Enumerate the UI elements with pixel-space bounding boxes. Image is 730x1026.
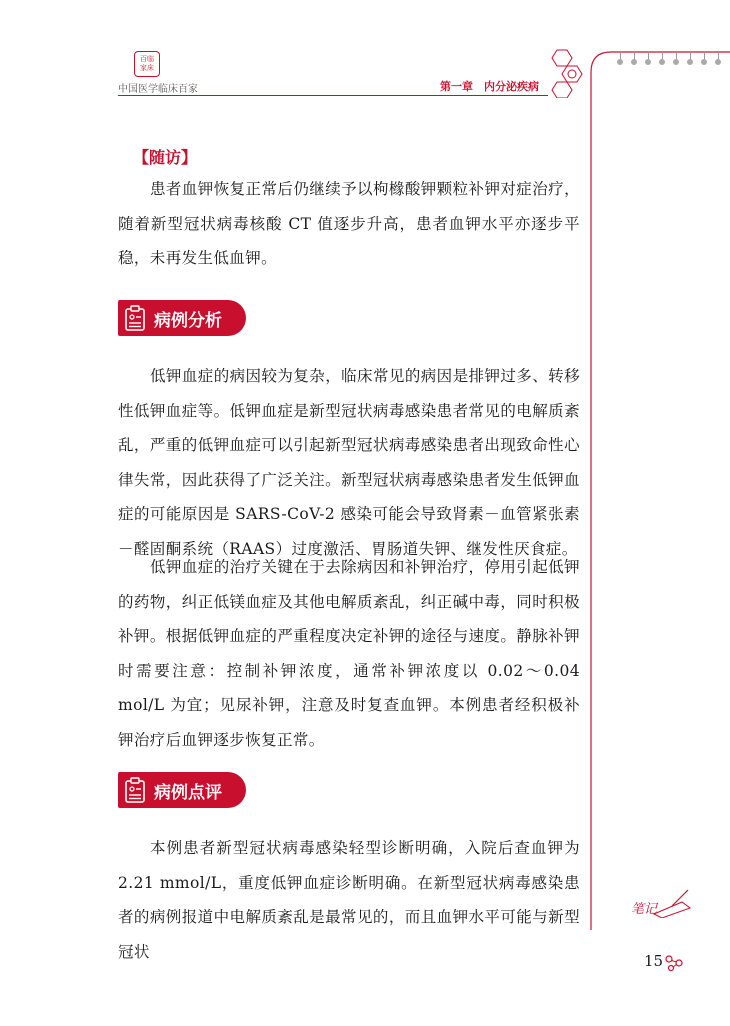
notebook-pen-icon bbox=[652, 888, 692, 918]
analysis-paragraph-2: 低钾血症的治疗关键在于去除病因和补钾治疗，停用引起低钾的药物，纠正低镁血症及其他电解质紊乱，纠正碱中毒，同时积极补钾。根据低钾血症的严重程度决定补钾的途径与速度。静脉补钾时需要注意：控制补钾浓度，通常补钾浓度以 0.02～0.04 mol/L 为宜；见尿补钾，注意及时复查血钾。本例患者经积极补钾治疗后血钾逐步恢复正常。 bbox=[118, 558, 580, 749]
logo-line-2: 家床 bbox=[140, 64, 154, 72]
series-name: 中国医学临床百家 bbox=[118, 84, 198, 95]
header-rule bbox=[118, 95, 548, 96]
pin-icon bbox=[685, 52, 699, 66]
publisher-logo bbox=[134, 51, 160, 77]
page-number: 15 bbox=[644, 952, 664, 970]
pin-icon bbox=[615, 52, 629, 66]
clipboard-icon bbox=[124, 777, 146, 803]
comment-paragraph: 本例患者新型冠状病毒感染轻型诊断明确，入院后查血钾为 2.21 mmol/L，重度低钾血症诊断明确。在新型冠状病毒感染患者的病例报道中电解质紊乱是最常见的，而且血钾水平可能与新型冠状 bbox=[118, 839, 580, 961]
hexagon-decoration-icon bbox=[545, 48, 585, 98]
logo-line-1: 百临 bbox=[140, 55, 154, 63]
chapter-title: 第一章 内分泌疾病 bbox=[440, 80, 539, 93]
molecule-decoration-icon bbox=[664, 954, 684, 972]
followup-heading: 【随访】 bbox=[133, 148, 198, 167]
clipboard-icon bbox=[124, 305, 146, 331]
pin-icon bbox=[713, 52, 727, 66]
binder-pins bbox=[615, 52, 727, 66]
notes-label: 笔记 bbox=[631, 902, 658, 917]
section-title: 病例点评 bbox=[154, 782, 222, 803]
pin-icon bbox=[699, 52, 713, 66]
notes-column-border bbox=[590, 50, 730, 930]
section-case-analysis bbox=[118, 300, 246, 336]
followup-paragraph: 患者血钾恢复正常后仍继续予以枸橼酸钾颗粒补钾对症治疗，随着新型冠状病毒核酸 CT 值逐步升高，患者血钾水平亦逐步平稳，未再发生低血钾。 bbox=[118, 180, 580, 267]
pin-icon bbox=[671, 52, 685, 66]
section-case-comment bbox=[118, 772, 246, 808]
analysis-paragraph-1: 低钾血症的病因较为复杂，临床常见的病因是排钾过多、转移性低钾血症等。低钾血症是新型冠状病毒感染患者常见的电解质紊乱，严重的低钾血症可以引起新型冠状病毒感染患者出现致命性心律失常，因此获得了广泛关注。新型冠状病毒感染患者发生低钾血症的可能原因是 SARS-CoV-2 感染可能会导致肾素－血管紧张素－醛固酮系统（RAAS）过度激活、胃肠道失钾、继发性厌食症。 bbox=[118, 367, 580, 558]
pin-icon bbox=[643, 52, 657, 66]
pin-icon bbox=[629, 52, 643, 66]
section-title: 病例分析 bbox=[154, 310, 222, 331]
pin-icon bbox=[657, 52, 671, 66]
